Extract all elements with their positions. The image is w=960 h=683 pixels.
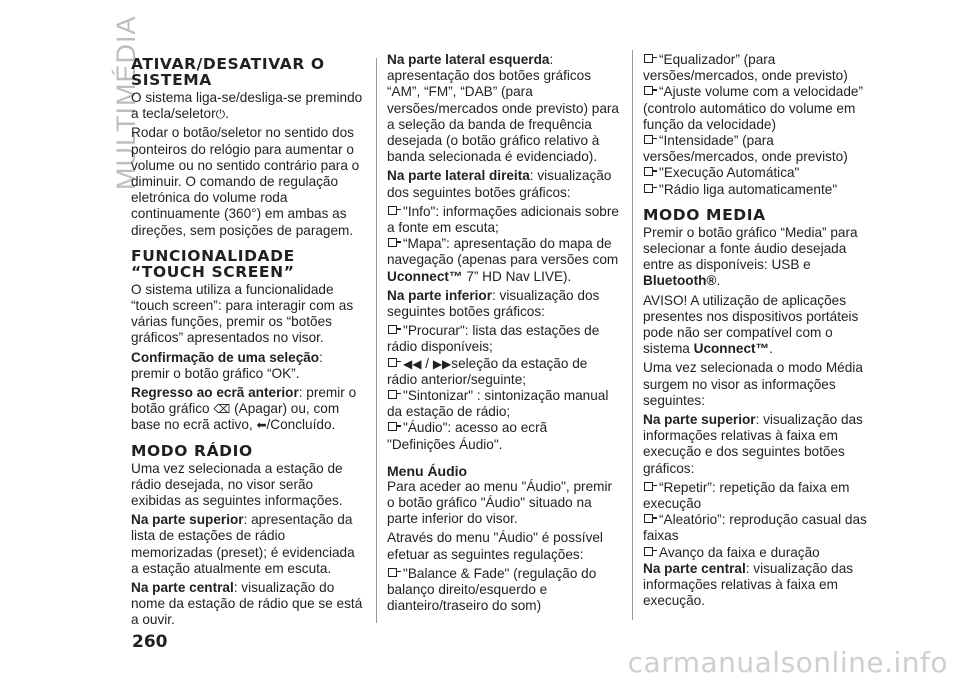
paragraph (131, 512, 363, 577)
text: "Sintonizar" : sintonização manual da estação de rádio; (387, 388, 609, 420)
list-item (643, 182, 875, 198)
paragraph (643, 561, 875, 610)
text: "Procurar": lista das estações de rádio disponíveis; (387, 323, 600, 355)
list-item (643, 165, 875, 181)
bullet-square-icon (388, 358, 397, 367)
bullet-square-icon (644, 54, 653, 63)
text: : visualização das informações relativas à faixa em execução. (643, 560, 854, 609)
text: “Repetir”: repetição da faixa em execução (643, 479, 850, 512)
bullet-square-icon (644, 547, 653, 556)
heading-touch-screen: FUNCIONALIDADE “TOUCH SCREEN” (131, 246, 295, 281)
paragraph (131, 385, 363, 434)
term: Na parte central (131, 580, 234, 596)
term: Na parte lateral direita (387, 168, 530, 184)
column-divider (632, 50, 633, 620)
side-section-label-wrap (83, 15, 141, 190)
column-3 (643, 52, 875, 613)
term: Uconnect™ (693, 341, 770, 357)
list-item (387, 388, 619, 420)
paragraph (643, 412, 875, 477)
power-icon: ⏻ (215, 107, 226, 122)
list-item (387, 204, 619, 236)
paragraph (387, 52, 619, 165)
list-item (643, 84, 875, 133)
paragraph: AVISO! A utilização de aplicações presentes nos dispositivos portáteis pode não ser compatível com o sistema Uconnect™. (643, 292, 859, 357)
text: /Concluído. (266, 417, 336, 433)
text: : visualização dos seguintes botões gráficos: (387, 168, 612, 200)
text: : premir o botão gráfico “OK”. (131, 349, 323, 381)
term: Bluetooth® (643, 273, 717, 289)
text: "Info": informações adicionais sobre a fonte em escuta; (387, 203, 619, 236)
watermark: carmanualsonline.info (627, 646, 948, 679)
text: seleção da estação de rádio anterior/seguinte; (387, 355, 588, 387)
list-item: ◀◀ / ▶▶seleção da estação de rádio anterior/seguinte; (387, 355, 588, 387)
text: : apresentação da lista de estações de rádio memorizadas (preset); é evidenciada a estação atualmente em escuta. (131, 512, 355, 576)
previous-icon: ◀◀ (403, 356, 422, 371)
page-number: 260 (132, 632, 168, 652)
text: “Mapa”: apresentação do mapa de navegação (apenas para versões com (387, 236, 619, 268)
term: Na parte inferior (387, 287, 492, 303)
column-1 (131, 56, 363, 632)
heading-menu-audio: Menu Áudio (387, 462, 468, 479)
list-item (643, 512, 875, 544)
column-divider (376, 58, 377, 623)
text: : visualização dos seguintes botões gráficos: (387, 287, 600, 320)
text: : apresentação dos botões gráficos “AM”, “FM”, “DAB” (para versões/mercados onde previsto) para a seleção da banda de frequência desejada (o botão gráfico relativo à banda selecionada é evidenciado). (387, 52, 619, 165)
text: AVISO! A utilização de aplicações presentes nos dispositivos portáteis pode não ser compatível com o sistema (643, 292, 859, 357)
paragraph: O sistema liga-se/desliga-se premindo a tecla/seletor⏻. (131, 90, 363, 122)
list-item (387, 420, 619, 452)
term: Confirmação de uma seleção (131, 349, 320, 365)
paragraph: Para aceder ao menu "Áudio", premir o botão gráfico "Áudio" situado na parte inferior do visor. (387, 478, 613, 527)
text: “Ajuste volume com a velocidade” (controlo automático do volume em função da velocidade) (643, 84, 863, 132)
list-item (643, 545, 875, 561)
paragraph: Premir o botão gráfico “Media” para selecionar a fonte áudio desejada entre as disponíveis: USB e Bluetooth®. (643, 224, 858, 289)
paragraph (387, 168, 619, 200)
paragraph: O sistema utiliza a funcionalidade “touch screen”: para interagir com as várias funções, premir os “botões gráficos” apresentados no visor. (131, 281, 354, 346)
term: Uconnect™ (387, 268, 463, 284)
list-item (643, 133, 875, 165)
text: (Apagar) ou, com base no ecrã activo, (131, 401, 340, 433)
text: “Aleatório”: reprodução casual das faixas (643, 512, 867, 544)
column-2 (387, 52, 619, 615)
side-section-label: MULTIMÉDIA (111, 15, 141, 190)
term: Na parte superior (643, 412, 756, 428)
text: "Áudio": acesso ao ecrã "Definições Áudio". (387, 420, 548, 452)
text: Premir o botão gráfico “Media” para selecionar a fonte áudio desejada entre as disponíveis: USB e (643, 224, 858, 273)
list-item (387, 566, 619, 615)
text: "Execução Automática" (659, 165, 800, 181)
text: : visualização do nome da estação de rádio que se está a ouvir. (131, 580, 363, 628)
bullet-square-icon (644, 514, 653, 523)
term: Na parte superior (131, 512, 244, 528)
text: "Rádio liga automaticamente" (659, 181, 838, 197)
bullet-square-icon (644, 167, 653, 176)
heading-modo-media: MODO MEDIA (643, 205, 766, 224)
bullet-square-icon (644, 184, 653, 193)
heading-modo-radio: MODO RÁDIO (131, 441, 253, 460)
bullet-square-icon (644, 86, 653, 95)
list-item (387, 236, 619, 285)
bullet-square-icon (388, 206, 397, 215)
term: Na parte central (643, 560, 746, 576)
bullet-square-icon (644, 135, 653, 144)
list-item (387, 323, 619, 355)
bullet-square-icon (388, 568, 397, 577)
list-item (643, 52, 875, 84)
paragraph (131, 350, 363, 382)
paragraph (387, 288, 619, 320)
paragraph: Rodar o botão/seletor no sentido dos ponteiros do relógio para aumentar o volume ou no sentido contrário para o diminuir. O comando de regulação eletrónica do volume roda continuamente (360°) em ambas as direções, sem posições de paragem. (131, 125, 360, 238)
text: Avanço da faixa e duração (659, 544, 820, 560)
paragraph (131, 580, 363, 629)
text: 7” HD Nav LIVE). (466, 268, 572, 284)
heading-ativar: ATIVAR/DESATIVAR O SISTEMA (131, 55, 325, 89)
text: O sistema liga-se/desliga-se premindo a tecla/seletor (131, 90, 363, 122)
text: “Equalizador” (para versões/mercados, onde previsto) (643, 52, 848, 84)
paragraph: Uma vez selecionada o modo Média surgem no visor as informações seguintes: (643, 360, 863, 408)
erase-icon: ⌫ (213, 402, 231, 417)
text: : visualização das informações relativas à faixa em execução e dos seguintes botões gráficos: (643, 412, 863, 476)
paragraph: Uma vez selecionada a estação de rádio desejada, no visor serão exibidas as seguintes informações. (131, 460, 343, 509)
list-item (643, 480, 875, 512)
term: Na parte lateral esquerda (387, 52, 550, 67)
bullet-square-icon (644, 482, 653, 491)
term: Regresso ao ecrã anterior (131, 385, 299, 401)
back-icon: ⬅ (256, 418, 267, 433)
bullet-square-icon (388, 238, 397, 247)
bullet-square-icon (388, 422, 397, 431)
text: : premir o botão gráfico (131, 385, 357, 417)
next-icon: ▶▶ (432, 356, 452, 371)
text: "Balance & Fade" (regulação do balanço direito/esquerdo e dianteiro/traseiro do som) (387, 565, 597, 614)
bullet-square-icon (388, 325, 397, 334)
bullet-square-icon (388, 390, 397, 399)
paragraph: Através do menu "Áudio" é possível efetuar as seguintes regulações: (387, 530, 603, 562)
text: “Intensidade” (para versões/mercados, onde previsto) (643, 133, 848, 165)
